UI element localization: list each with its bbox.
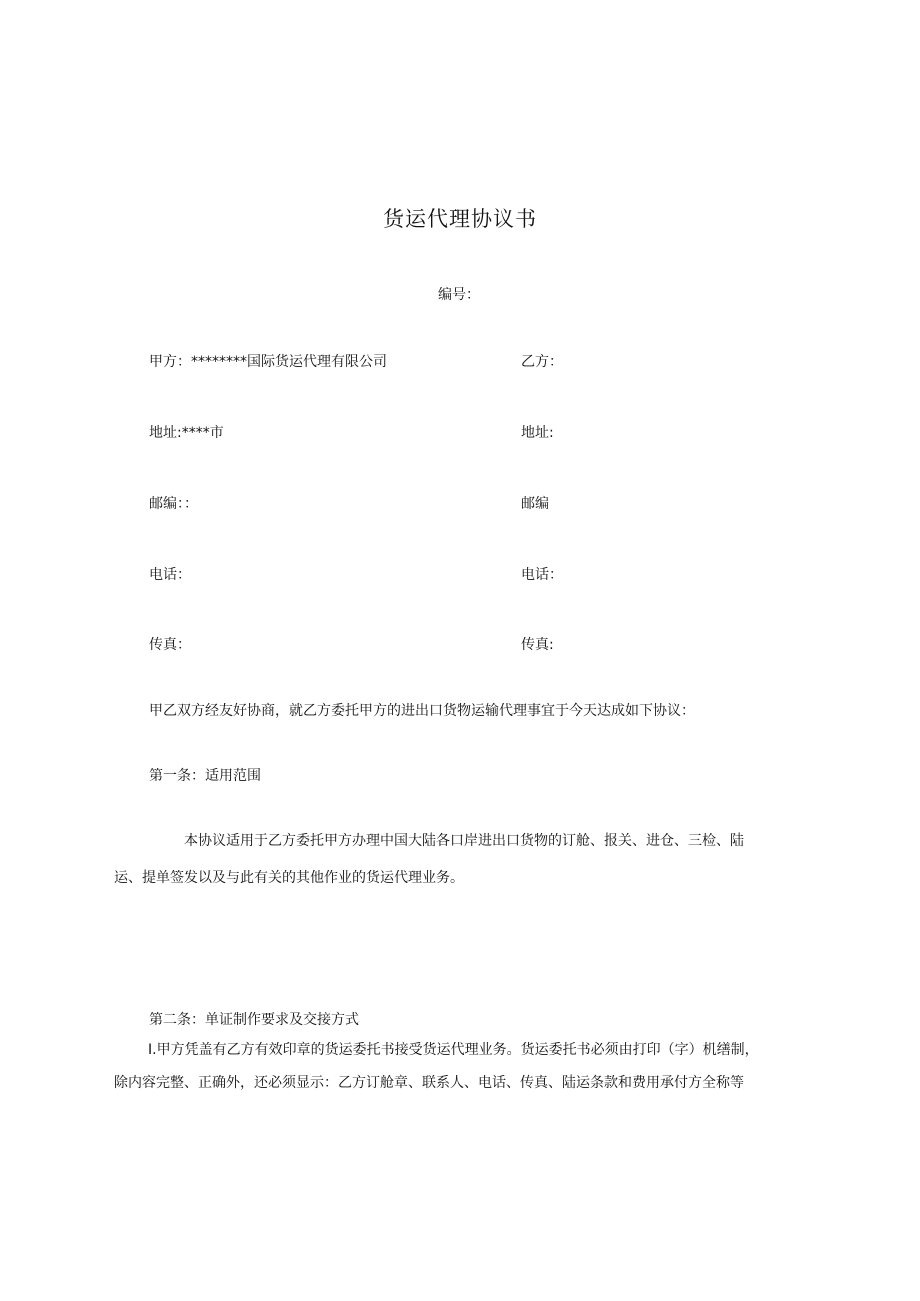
article-2-heading: 第二条：单证制作要求及交接方式 [149,1012,359,1028]
party-b-name: 乙方： [521,354,563,370]
party-a-postcode: 邮编：： [149,496,198,512]
party-b-fax: 传真: [521,637,554,653]
party-a-fax: 传真： [149,637,191,653]
article-1-heading: 第一条：适用范围 [149,768,261,784]
document-number-label: 编号： [438,287,480,303]
article-1-line-2: 运、提单签发以及与此有关的其他作业的货运代理业务。 [114,870,464,886]
article-1-line-1: 本协议适用于乙方委托甲方办理中国大陆各口岸进出口货物的订舱、报关、进仓、三检、陆 [184,833,744,849]
party-a-address: 地址:****市 [149,425,224,441]
document-title: 货运代理协议书 [383,207,537,231]
article-2-line-2: 除内容完整、正确外，还必须显示：乙方订舱章、联系人、电话、传真、陆运条款和费用承付方全称等 [114,1075,744,1091]
party-a-phone: 电话： [149,567,191,583]
party-a-name: 甲方：********国际货运代理有限公司 [149,354,387,370]
party-b-phone: 电话： [521,567,563,583]
article-2-body [114,1034,814,1100]
party-b-address: 地址: [521,425,554,441]
article-2-line-1: Ⅰ.甲方凭盖有乙方有效印章的货运委托书接受货运代理业务。货运委托书必须由打印（字）机缮制， [148,1042,759,1058]
article-1-body [114,823,814,897]
intro-paragraph: 甲乙双方经友好协商，就乙方委托甲方的进出口货物运输代理事宜于今天达成如下协议： [149,703,695,719]
party-b-postcode: 邮编 [521,496,549,512]
